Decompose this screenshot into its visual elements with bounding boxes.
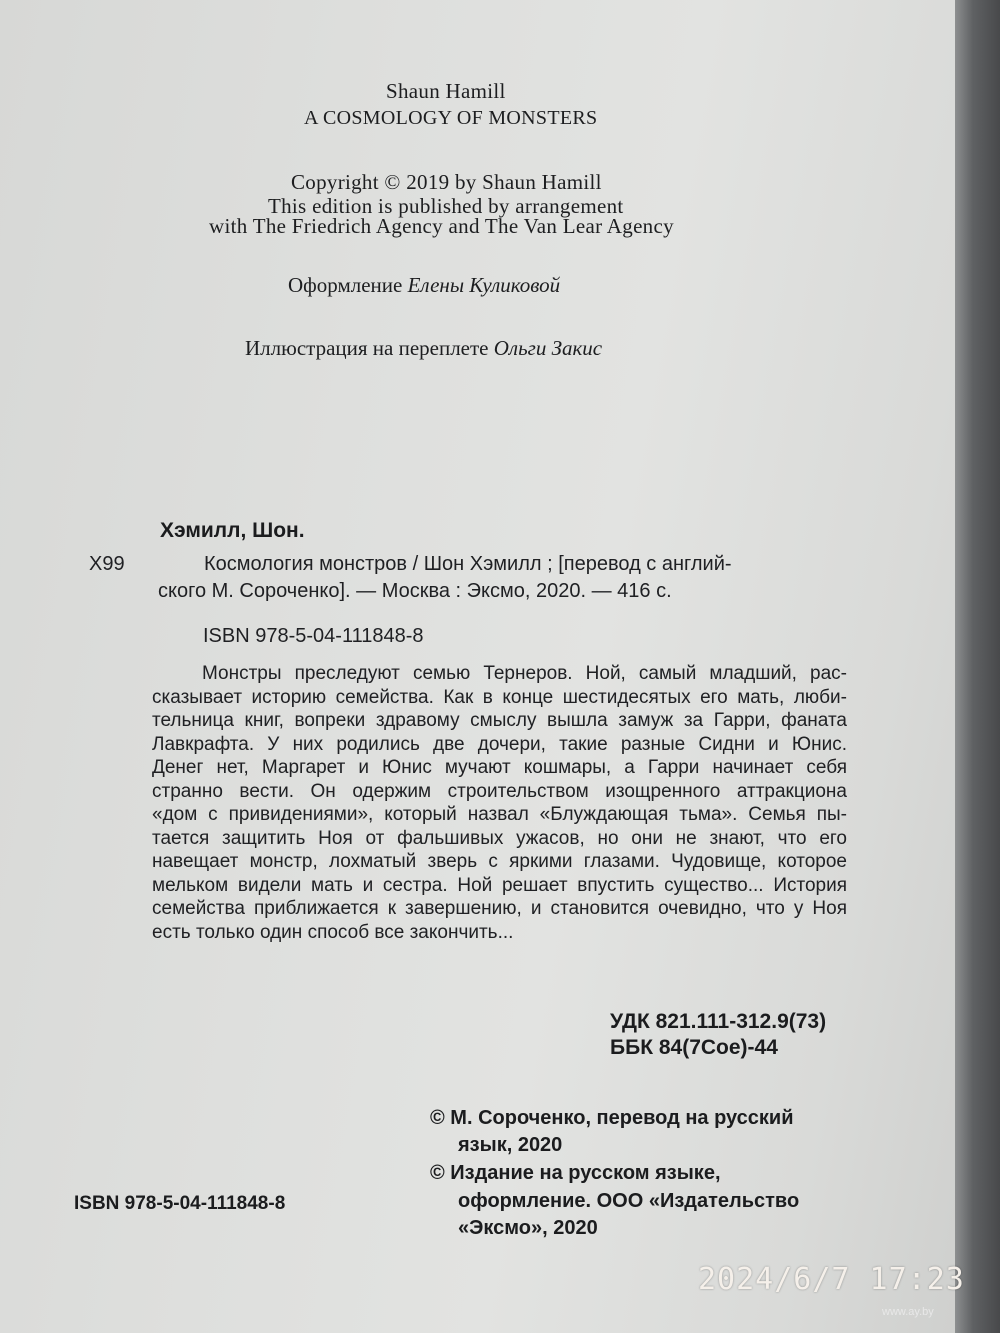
rights-edition-line-1: © Издание на русском языке, <box>430 1162 721 1184</box>
copyright-line-1: Copyright © 2019 by Shaun Hamill <box>291 170 602 194</box>
illustration-name: Ольги Закис <box>493 336 603 360</box>
annotation-line: «дом с привидениями», который назвал «Блуждающая тьма». Семья пы- <box>152 804 847 825</box>
annotation-line: Денег нет, Маргарет и Юнис мучают кошмары, а Гарри начинает себя <box>152 757 847 778</box>
annotation-line: мельком видели мать и сестра. Ной решает впустить существо... История <box>152 874 847 896</box>
site-watermark: www.ay.by <box>882 1306 934 1318</box>
illustration-credit <box>245 336 602 361</box>
page-edge-shadow <box>955 0 1000 1333</box>
annotation-line: Монстры преследуют семью Тернеров. Ной, самый младший, рас- <box>202 663 847 684</box>
copyright-line-3: with The Friedrich Agency and The Van Lear Agency <box>209 214 674 238</box>
original-title: A COSMOLOGY OF MONSTERS <box>304 107 598 129</box>
bbk-code: ББК 84(7Сое)-44 <box>610 1036 778 1059</box>
udk-code: УДК 821.111-312.9(73) <box>610 1010 827 1033</box>
annotation-line: сказывает историю семейства. Как в конце шестидесятых его мать, люби- <box>152 686 847 708</box>
original-author: Shaun Hamill <box>386 79 506 103</box>
annotation-line: странно вести. Он одержим строительством изощренного аттракциона <box>152 780 847 802</box>
annotation-line: семейства приближается к завершению, и становится очевидно, что у Ноя <box>152 898 847 919</box>
copyright-line-2: This edition is published by arrangement <box>268 194 624 218</box>
design-label: Оформление <box>288 273 403 297</box>
design-name: Елены Куликовой <box>407 273 561 297</box>
illustration-label: Иллюстрация на переплете <box>245 336 489 360</box>
catalog-entry-line-2: ского М. Сороченко]. — Москва : Эксмо, 2020. — 416 с. <box>158 580 672 602</box>
rights-translation-line-1: © М. Сороченко, перевод на русский <box>430 1107 794 1129</box>
annotation-line: тается защитить Ноя от фальшивых ужасов, но они не знают, что его <box>152 827 847 849</box>
catalog-author: Хэмилл, Шон. <box>160 519 305 542</box>
rights-edition-line-3: «Эксмо», 2020 <box>458 1217 598 1239</box>
annotation-line: Лавкрафта. У них родились две дочери, такие разные Сидни и Юнис. <box>152 733 847 755</box>
photo-timestamp: 2024/6/7 17:23 <box>698 1262 965 1297</box>
annotation <box>152 662 847 944</box>
annotation-line: навещает монстр, лохматый зверь с яркими глазами. Чудовище, которое <box>152 851 847 872</box>
catalog-entry-line-1: Космология монстров / Шон Хэмилл ; [перевод с англий- <box>204 553 732 575</box>
rights-translation-line-2: язык, 2020 <box>458 1134 563 1156</box>
rights-edition-line-2: оформление. ООО «Издательство <box>458 1190 800 1212</box>
annotation-line: тельница книг, вопреки здравому смыслу вышла замуж за Гарри, фаната <box>152 710 847 731</box>
catalog-code: Х99 <box>89 553 125 575</box>
annotation-line: есть только один способ все закончить... <box>152 921 514 943</box>
catalog-isbn: ISBN 978-5-04-111848-8 <box>203 625 424 647</box>
back-isbn: ISBN 978-5-04-111848-8 <box>74 1193 286 1214</box>
design-credit <box>288 273 560 298</box>
